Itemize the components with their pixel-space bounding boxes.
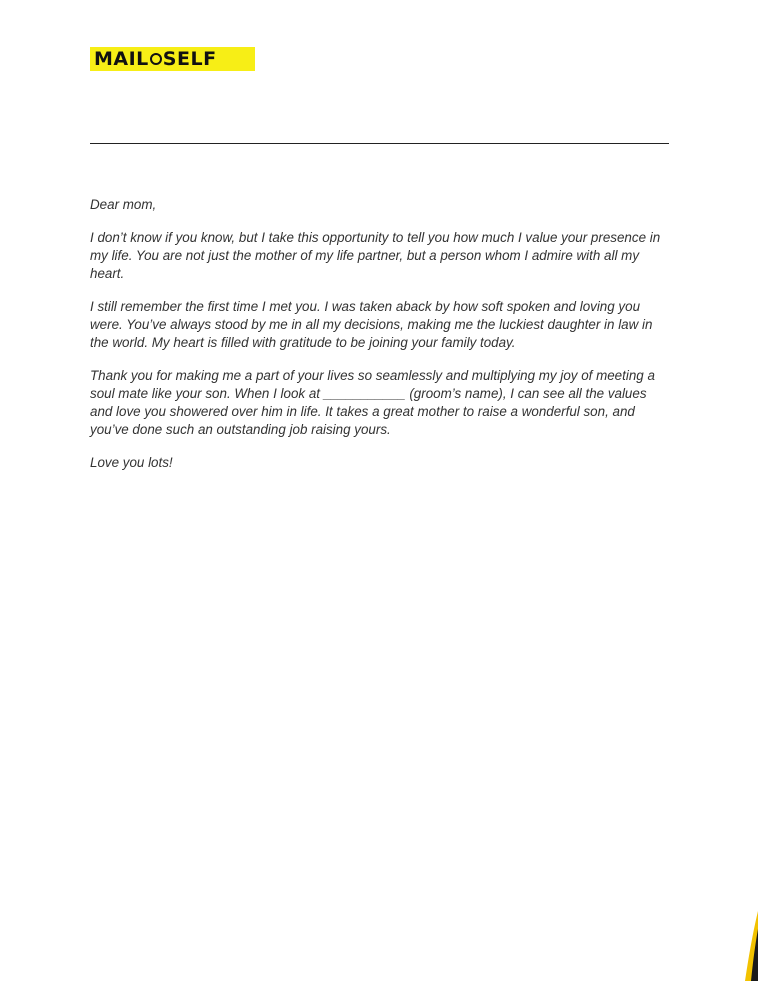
logo-text-right: SELF [162, 47, 217, 70]
corner-decoration-icon [742, 911, 758, 981]
letter-closing: Love you lots! [90, 455, 173, 470]
letter-paragraph-2: I still remember the first time I met you. I was taken aback by how soft spoken and loving you were. You’ve always stood by me in all my decisions, making me the luckiest daughter in law in the world. My heart is filled with gratitude to be joining your family today. [90, 299, 653, 350]
letter-body [90, 196, 670, 487]
brand-logo [90, 47, 255, 71]
logo-mark-icon [150, 53, 162, 65]
letter-salutation: Dear mom, [90, 197, 157, 212]
letter-paragraph-3: Thank you for making me a part of your lives so seamlessly and multiplying my joy of meeting a soul mate like your son. When I look at ___________ (groom’s name), I can see all the values and love you showered over him in life. It takes a great mother to raise a wonderful son, and you’ve done such an outstanding job raising yours. [90, 368, 655, 437]
letter-paragraph-1: I don’t know if you know, but I take this opportunity to tell you how much I value your presence in my life. You are not just the mother of my life partner, but a person whom I admire with all my heart. [90, 230, 661, 281]
header-divider [90, 143, 669, 144]
logo-text-left: MAIL [94, 47, 149, 70]
